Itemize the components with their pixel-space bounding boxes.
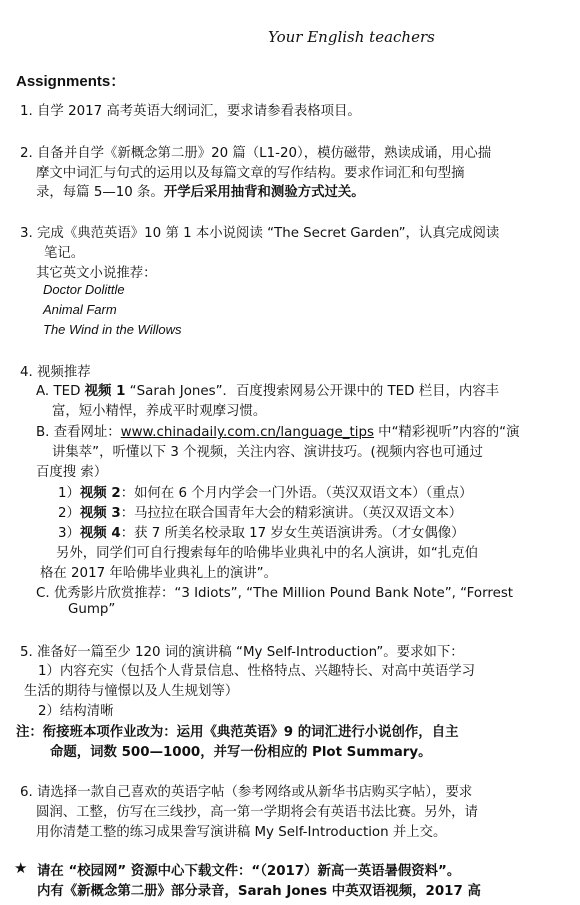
item-4-line-1: 4. 视频推荐	[20, 365, 91, 380]
video-3-text: ：马拉拉在联合国青年大会的精彩演讲。（英汉双语文本）	[120, 506, 463, 521]
video-2-item	[58, 482, 472, 501]
item-6-line-2: 圆润、工整，仿写在三线抄，高一第一学期将会有英语书法比赛。另外，请	[36, 805, 478, 820]
chinadaily-link[interactable]: www.chinadaily.com.cn/language_tips	[120, 425, 374, 440]
video-2-label: 视频 2	[79, 486, 121, 501]
item-2-line-1: 2. 自备并自学《新概念第二册》20 篇（L1-20），模仿磁带，熟读成诵，用心揣	[20, 146, 492, 161]
item-5-line-3: 生活的期待与憧憬以及人生规划等）	[24, 684, 239, 699]
item-4-other-line-2: 格在 2017 年哈佛毕业典礼上的演讲”。	[40, 566, 277, 581]
item-4-b-line-3: 百度搜 索）	[36, 465, 108, 480]
item-6-line-3: 用你清楚工整的练习成果誊写演讲稿 My Self-Introduction 并上交。	[36, 825, 447, 840]
item-1-line-1: 1. 自学 2017 高考英语大纲词汇，要求请参看表格项目。	[20, 104, 361, 119]
item-5-note-line-1: 注：衔接班本项作业改为：运用《典范英语》9 的词汇进行小说创作，自主	[16, 725, 459, 740]
item-5-line-4: 2）结构清晰	[38, 704, 114, 719]
item-4-b-prefix: B. 查看网址：	[36, 425, 121, 440]
footer-line-2: 内有《新概念第二册》部分录音，Sarah Jones 中英双语视频，2017 高	[37, 884, 481, 899]
star-icon: ★	[14, 859, 28, 877]
item-5-line-2: 1）内容充实（包括个人背景信息、性格特点、兴趣特长、对高中英语学习	[38, 664, 476, 679]
novel-title: Doctor Dolittle	[43, 282, 125, 297]
item-2-line-3-text: 录，每篇 5—10 条。	[36, 185, 164, 200]
novel-title: The Wind in the Willows	[43, 322, 182, 337]
item-3-line-1: 3. 完成《典范英语》10 第 1 本小说阅读 “The Secret Garden”，认真完成阅读	[20, 226, 500, 241]
item-4-other-line-1: 另外，同学们可自行搜索每年的哈佛毕业典礼中的名人演讲，如“扎克伯	[56, 546, 479, 561]
item-4-a-text: “Sarah Jones”．百度搜索网易公开课中的 TED 栏目，内容丰	[125, 384, 500, 399]
video-2-text: ：如何在 6 个月内学会一门外语。（英汉双语文本）（重点）	[120, 486, 473, 501]
item-3-line-3: 其它英文小说推荐：	[36, 266, 157, 281]
assignments-heading: Assignments：	[16, 73, 126, 90]
item-3-line-2: 笔记。	[44, 246, 85, 261]
item-5-note-line-2: 命题，词数 500—1000，并写一份相应的 Plot Summary。	[50, 745, 432, 760]
video-4-label: 视频 4	[79, 526, 121, 541]
item-6-line-1: 6. 请选择一款自己喜欢的英语字帖（参考网络或从新华书店购买字帖），要求	[20, 785, 473, 800]
video-3-label: 视频 3	[79, 506, 121, 521]
video-4-text: ：获 7 所美名校录取 17 岁女生英语演讲秀。（才女偶像）	[120, 526, 465, 541]
video-4-number: 3）	[58, 526, 80, 541]
item-4-a-line-2: 富，短小精悍，养成平时观摩习惯。	[52, 404, 267, 419]
video-3-number: 2）	[58, 506, 80, 521]
item-2-line-3	[36, 181, 365, 200]
video-3-item	[58, 502, 462, 521]
item-2-line-2: 摩文中词汇与句式的运用以及每篇文章的写作结构。要求作词汇和句型摘	[36, 166, 465, 181]
video-4-item	[58, 522, 465, 541]
signature: Your English teachers	[268, 28, 435, 46]
item-4-a-line-1	[36, 380, 499, 399]
item-4-c-line-1: C. 优秀影片欣赏推荐：“3 Idiots”, “The Million Pound Bank Note”, “Forrest	[36, 586, 514, 601]
item-4-c-line-2: Gump”	[68, 602, 116, 617]
item-4-b-line-1	[36, 421, 520, 440]
item-4-b-line-2: 讲集萃”，听懂以下 3 个视频，关注内容、演讲技巧。(视频内容也可通过	[52, 445, 483, 460]
novel-title: Animal Farm	[43, 302, 117, 317]
item-2-bold-note: 开学后采用抽背和测验方式过关。	[163, 185, 365, 200]
item-4-a-video-label: 视频 1	[84, 384, 126, 399]
item-4-b-text: 中“精彩视听”内容的“演	[373, 425, 520, 440]
item-5-line-1: 5. 准备好一篇至少 120 词的演讲稿 “My Self-Introduction”。要求如下：	[20, 645, 464, 660]
item-4-a-prefix: A. TED	[36, 384, 85, 399]
video-2-number: 1）	[58, 486, 80, 501]
footer-line-1: 请在 “校园网” 资源中心下载文件：“（2017）新高一英语暑假资料”。	[37, 864, 461, 879]
